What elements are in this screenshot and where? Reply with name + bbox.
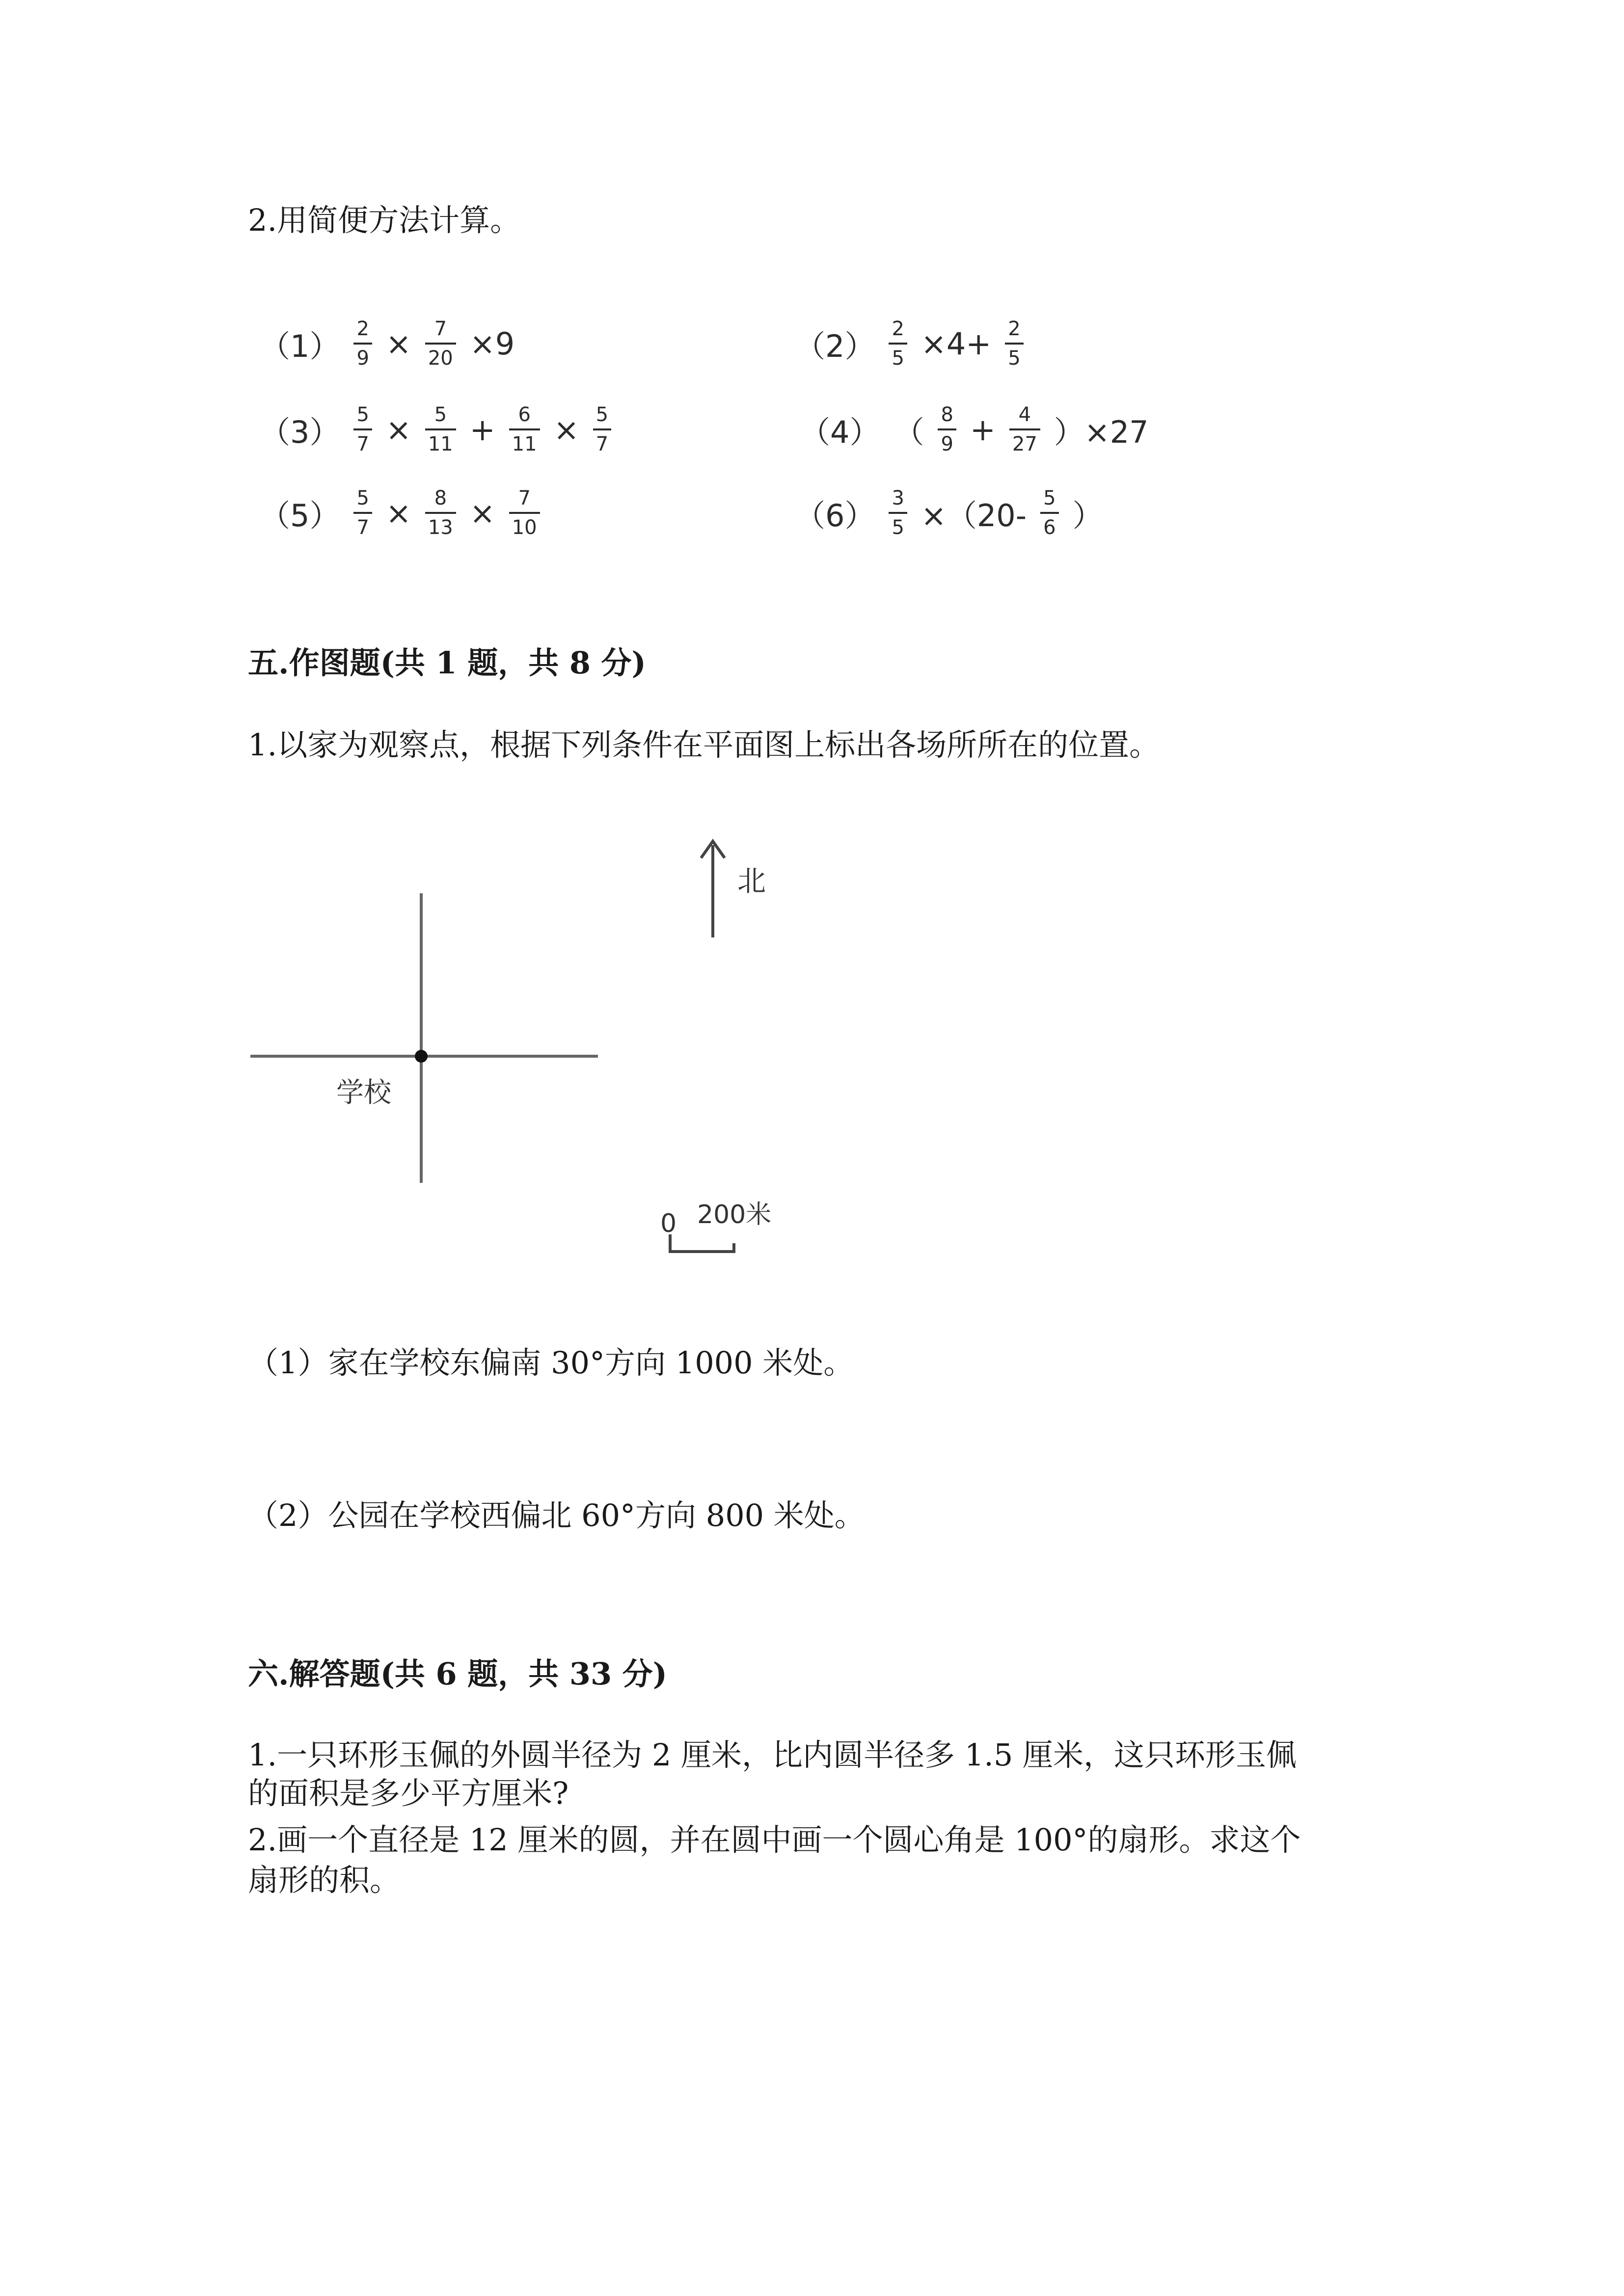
fraction bbox=[425, 405, 456, 454]
fraction bbox=[889, 319, 907, 368]
operator: × bbox=[553, 411, 579, 448]
section-5-item-2: （2）公园在学校西偏北 60°方向 800 米处。 bbox=[248, 1497, 865, 1533]
problem-4 bbox=[793, 390, 1156, 469]
problem-label: （1） bbox=[260, 328, 340, 364]
school-map-diagram bbox=[241, 829, 830, 1271]
denominator: 6 bbox=[1043, 516, 1056, 539]
north-label: 北 bbox=[737, 864, 766, 898]
fraction bbox=[425, 319, 456, 368]
denominator: 13 bbox=[428, 516, 453, 539]
problem-2 bbox=[788, 304, 1030, 383]
fraction bbox=[425, 488, 456, 537]
operator: × bbox=[385, 411, 411, 448]
numerator: 5 bbox=[595, 403, 609, 426]
problem-label: （5） bbox=[260, 497, 340, 534]
numerator: 5 bbox=[1043, 487, 1056, 509]
scale-zero: 0 bbox=[660, 1209, 677, 1238]
section-6-question-2-line-2: 扇形的积。 bbox=[248, 1862, 401, 1898]
numerator: 5 bbox=[356, 487, 369, 509]
operator: （ bbox=[893, 414, 924, 450]
problem-3 bbox=[253, 390, 618, 469]
operator: + bbox=[469, 411, 495, 448]
problem-label: （6） bbox=[795, 497, 875, 534]
scale-label: 200米 bbox=[697, 1200, 772, 1229]
fraction bbox=[1040, 488, 1058, 537]
denominator: 5 bbox=[892, 516, 904, 539]
denominator: 7 bbox=[356, 433, 369, 455]
problem-label: （2） bbox=[795, 328, 875, 364]
denominator: 11 bbox=[428, 433, 453, 455]
numerator: 6 bbox=[518, 403, 531, 426]
fraction bbox=[353, 319, 372, 368]
problem-label: （4） bbox=[800, 414, 880, 450]
question-2-title: 2.用简便方法计算。 bbox=[248, 202, 521, 238]
denominator: 20 bbox=[428, 347, 453, 370]
numerator: 2 bbox=[356, 318, 369, 340]
operator: × bbox=[385, 325, 411, 362]
operator: × bbox=[469, 495, 495, 531]
section-6-question-1-line-2: 的面积是多少平方厘米? bbox=[248, 1775, 569, 1811]
section-6-question-1-line-1: 1.一只环形玉佩的外圆半径为 2 厘米，比内圆半径多 1.5 厘米，这只环形玉佩 bbox=[248, 1737, 1297, 1773]
section-6-heading: 六.解答题(共 6 题，共 33 分) bbox=[248, 1656, 668, 1692]
fraction bbox=[1009, 405, 1040, 454]
denominator: 11 bbox=[512, 433, 537, 455]
fraction bbox=[509, 405, 540, 454]
operator: ×4+ bbox=[920, 325, 992, 362]
school-label: 学校 bbox=[336, 1077, 391, 1109]
problem-1 bbox=[253, 304, 521, 383]
operator: ×（20- bbox=[920, 497, 1027, 534]
numerator: 3 bbox=[892, 487, 904, 509]
operator: × bbox=[385, 495, 411, 531]
numerator: 4 bbox=[1018, 403, 1031, 426]
denominator: 10 bbox=[512, 516, 537, 539]
fraction bbox=[353, 405, 372, 454]
problem-6 bbox=[788, 474, 1110, 552]
problem-5 bbox=[253, 474, 547, 552]
numerator: 7 bbox=[518, 487, 531, 509]
fraction bbox=[889, 488, 907, 537]
denominator: 5 bbox=[892, 347, 904, 370]
denominator: 9 bbox=[941, 433, 953, 455]
numerator: 5 bbox=[356, 403, 369, 426]
fraction bbox=[353, 488, 372, 537]
denominator: 9 bbox=[356, 347, 369, 370]
numerator: 8 bbox=[434, 487, 447, 509]
scale-bar bbox=[670, 1234, 734, 1252]
section-5-item-1: （1）家在学校东偏南 30°方向 1000 米处。 bbox=[248, 1345, 854, 1381]
numerator: 2 bbox=[1008, 318, 1021, 340]
denominator: 27 bbox=[1012, 433, 1037, 455]
numerator: 7 bbox=[434, 318, 447, 340]
fraction bbox=[509, 488, 540, 537]
operator: ×9 bbox=[469, 325, 515, 362]
numerator: 8 bbox=[941, 403, 953, 426]
operator: + bbox=[970, 411, 996, 448]
operator: ） bbox=[1072, 497, 1103, 534]
fraction bbox=[1005, 319, 1023, 368]
denominator: 7 bbox=[356, 516, 369, 539]
numerator: 5 bbox=[434, 403, 447, 426]
section-6-question-2-line-1: 2.画一个直径是 12 厘米的圆，并在圆中画一个圆心角是 100°的扇形。求这个 bbox=[248, 1822, 1301, 1858]
section-5-question-1: 1.以家为观察点，根据下列条件在平面图上标出各场所所在的位置。 bbox=[248, 727, 1160, 763]
problem-label: （3） bbox=[260, 414, 340, 450]
north-arrow-icon bbox=[701, 841, 725, 937]
school-point bbox=[415, 1050, 428, 1063]
denominator: 7 bbox=[595, 433, 609, 455]
fraction bbox=[593, 405, 611, 454]
fraction bbox=[938, 405, 956, 454]
section-5-heading: 五.作图题(共 1 题，共 8 分) bbox=[248, 645, 646, 681]
denominator: 5 bbox=[1008, 347, 1021, 370]
operator: ）×27 bbox=[1054, 414, 1149, 450]
numerator: 2 bbox=[892, 318, 904, 340]
